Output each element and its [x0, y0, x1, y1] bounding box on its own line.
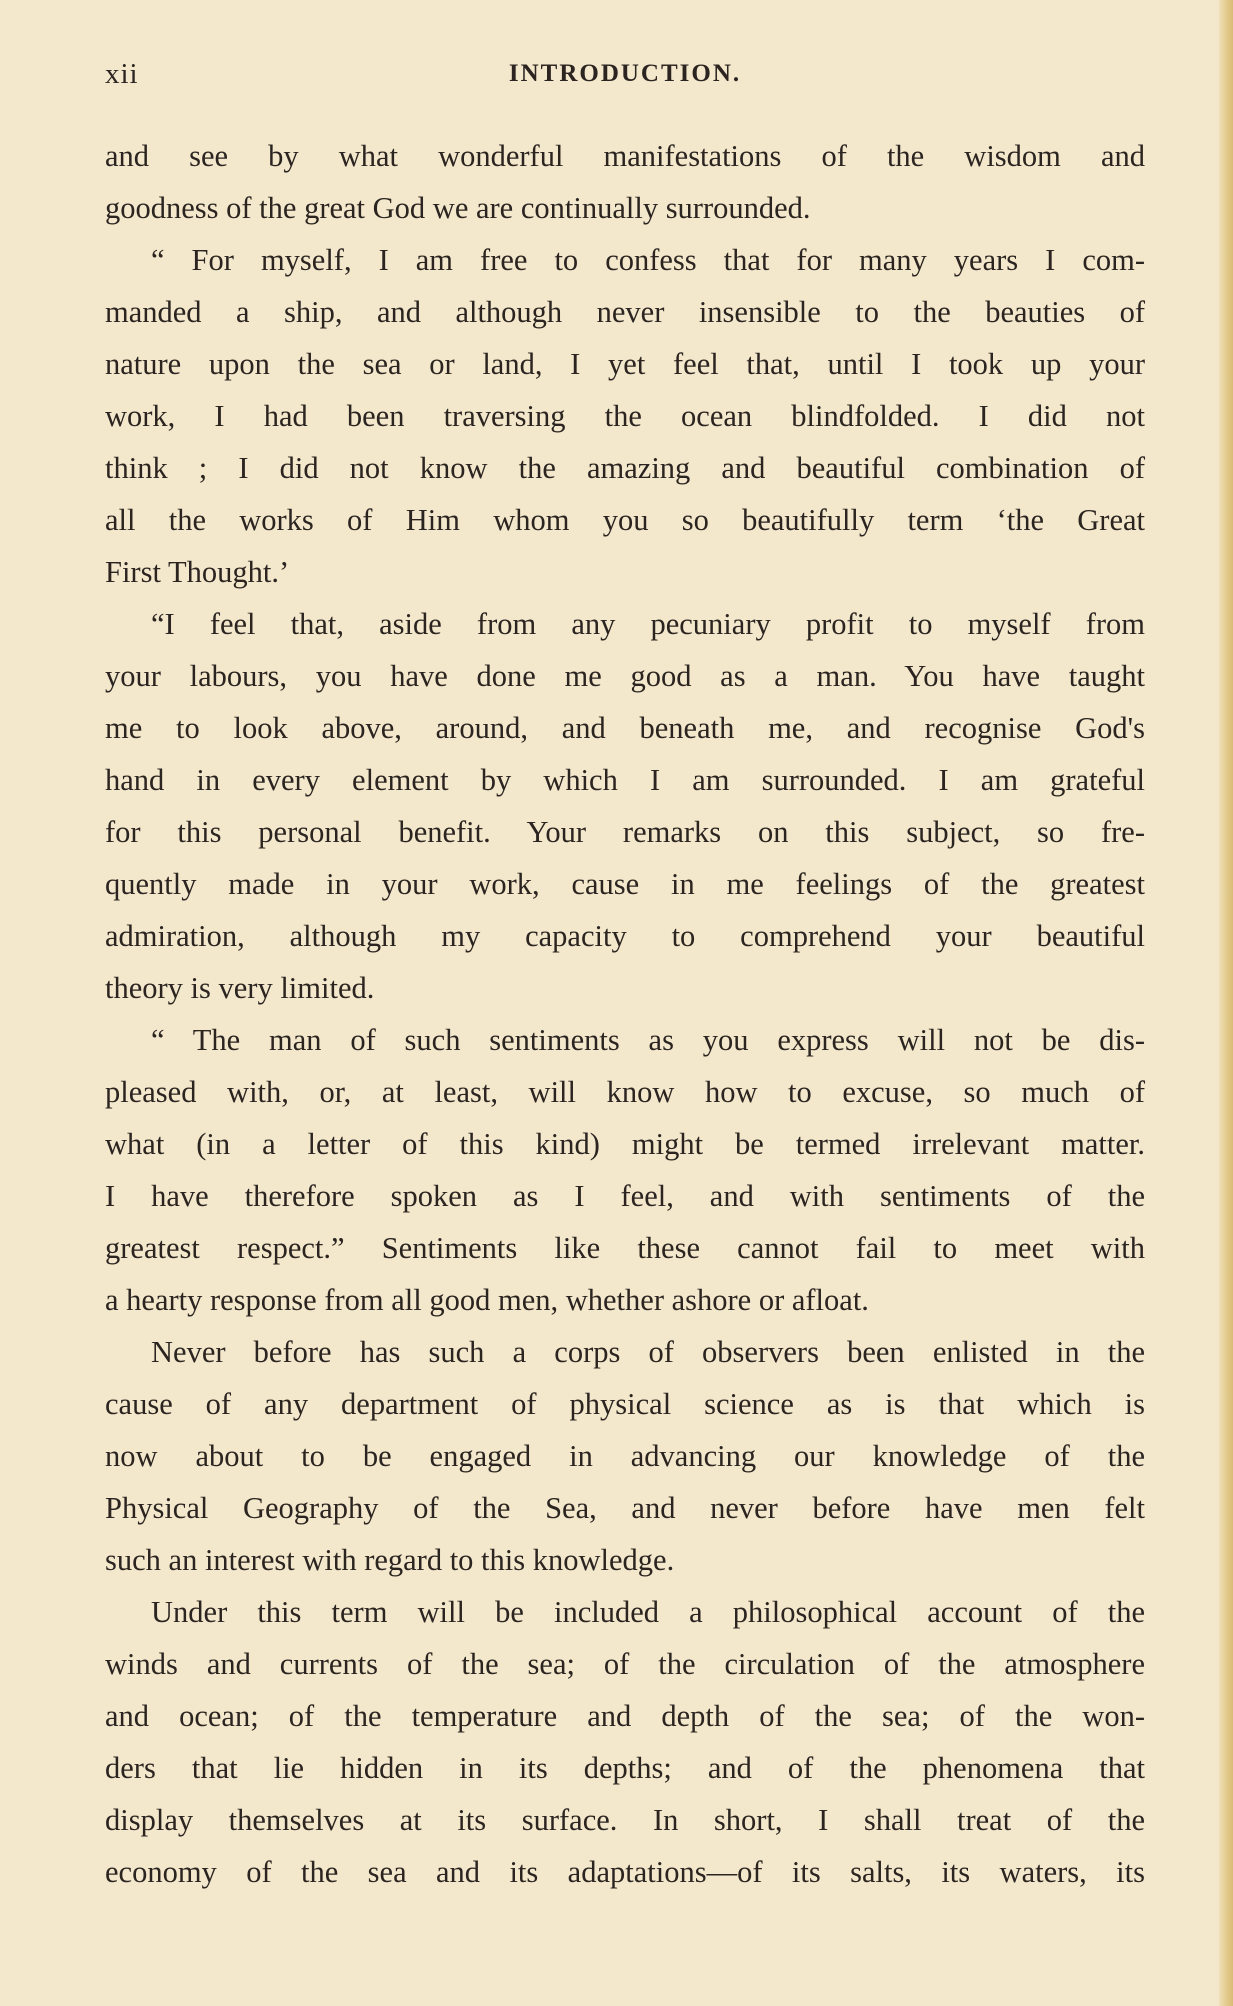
text-line: “I feel that, aside from any pecuniary profit to myself from: [151, 607, 1145, 641]
body-text: [105, 130, 1145, 1898]
text-line: me to look above, around, and beneath me, and recognise God's: [105, 711, 1145, 745]
text-line: for this personal benefit. Your remarks on this subject, so fre-: [105, 815, 1145, 849]
text-line: and ocean; of the temperature and depth of the sea; of the won-: [105, 1699, 1145, 1733]
text-line: First Thought.’: [105, 555, 290, 589]
page-number: xii: [105, 58, 139, 90]
text-line: manded a ship, and although never insensible to the beauties of: [105, 295, 1145, 329]
text-line: such an interest with regard to this knowledge.: [105, 1543, 675, 1577]
text-line: now about to be engaged in advancing our knowledge of the: [105, 1439, 1145, 1473]
page-header: [105, 58, 1145, 98]
text-line: I have therefore spoken as I feel, and with sentiments of the: [105, 1179, 1145, 1213]
text-line: hand in every element by which I am surrounded. I am grateful: [105, 763, 1145, 797]
page-edge: [1219, 0, 1233, 2006]
text-line: think ; I did not know the amazing and beautiful combination of: [105, 451, 1145, 485]
text-line: goodness of the great God we are continually surrounded.: [105, 191, 811, 225]
text-line: nature upon the sea or land, I yet feel that, until I took up your: [105, 347, 1145, 381]
text-line: admiration, although my capacity to comprehend your beautiful: [105, 919, 1145, 953]
text-line: cause of any department of physical science as is that which is: [105, 1387, 1145, 1421]
text-line: Under this term will be included a philosophical account of the: [151, 1595, 1145, 1629]
text-line: work, I had been traversing the ocean blindfolded. I did not: [105, 399, 1145, 433]
running-head: INTRODUCTION.: [508, 60, 742, 87]
text-line: Physical Geography of the Sea, and never before have men felt: [105, 1491, 1145, 1525]
text-line: theory is very limited.: [105, 971, 375, 1005]
text-line: all the works of Him whom you so beautifully term ‘the Great: [105, 503, 1145, 537]
text-line: ders that lie hidden in its depths; and of the phenomena that: [105, 1751, 1145, 1785]
text-line: greatest respect.” Sentiments like these cannot fail to meet with: [105, 1231, 1145, 1265]
text-line: display themselves at its surface. In short, I shall treat of the: [105, 1803, 1145, 1837]
text-line: and see by what wonderful manifestations of the wisdom and: [105, 139, 1145, 173]
text-line: a hearty response from all good men, whether ashore or afloat.: [105, 1283, 869, 1317]
text-line: “ The man of such sentiments as you express will not be dis-: [151, 1023, 1145, 1057]
text-line: “ For myself, I am free to confess that for many years I com-: [151, 243, 1145, 277]
text-line: quently made in your work, cause in me feelings of the greatest: [105, 867, 1145, 901]
text-line: what (in a letter of this kind) might be termed irrelevant matter.: [105, 1127, 1145, 1161]
text-line: winds and currents of the sea; of the circulation of the atmosphere: [105, 1647, 1145, 1681]
text-line: economy of the sea and its adaptations—of its salts, its waters, its: [105, 1855, 1145, 1889]
text-line: your labours, you have done me good as a man. You have taught: [105, 659, 1145, 693]
text-line: Never before has such a corps of observers been enlisted in the: [151, 1335, 1145, 1369]
text-line: pleased with, or, at least, will know how to excuse, so much of: [105, 1075, 1145, 1109]
